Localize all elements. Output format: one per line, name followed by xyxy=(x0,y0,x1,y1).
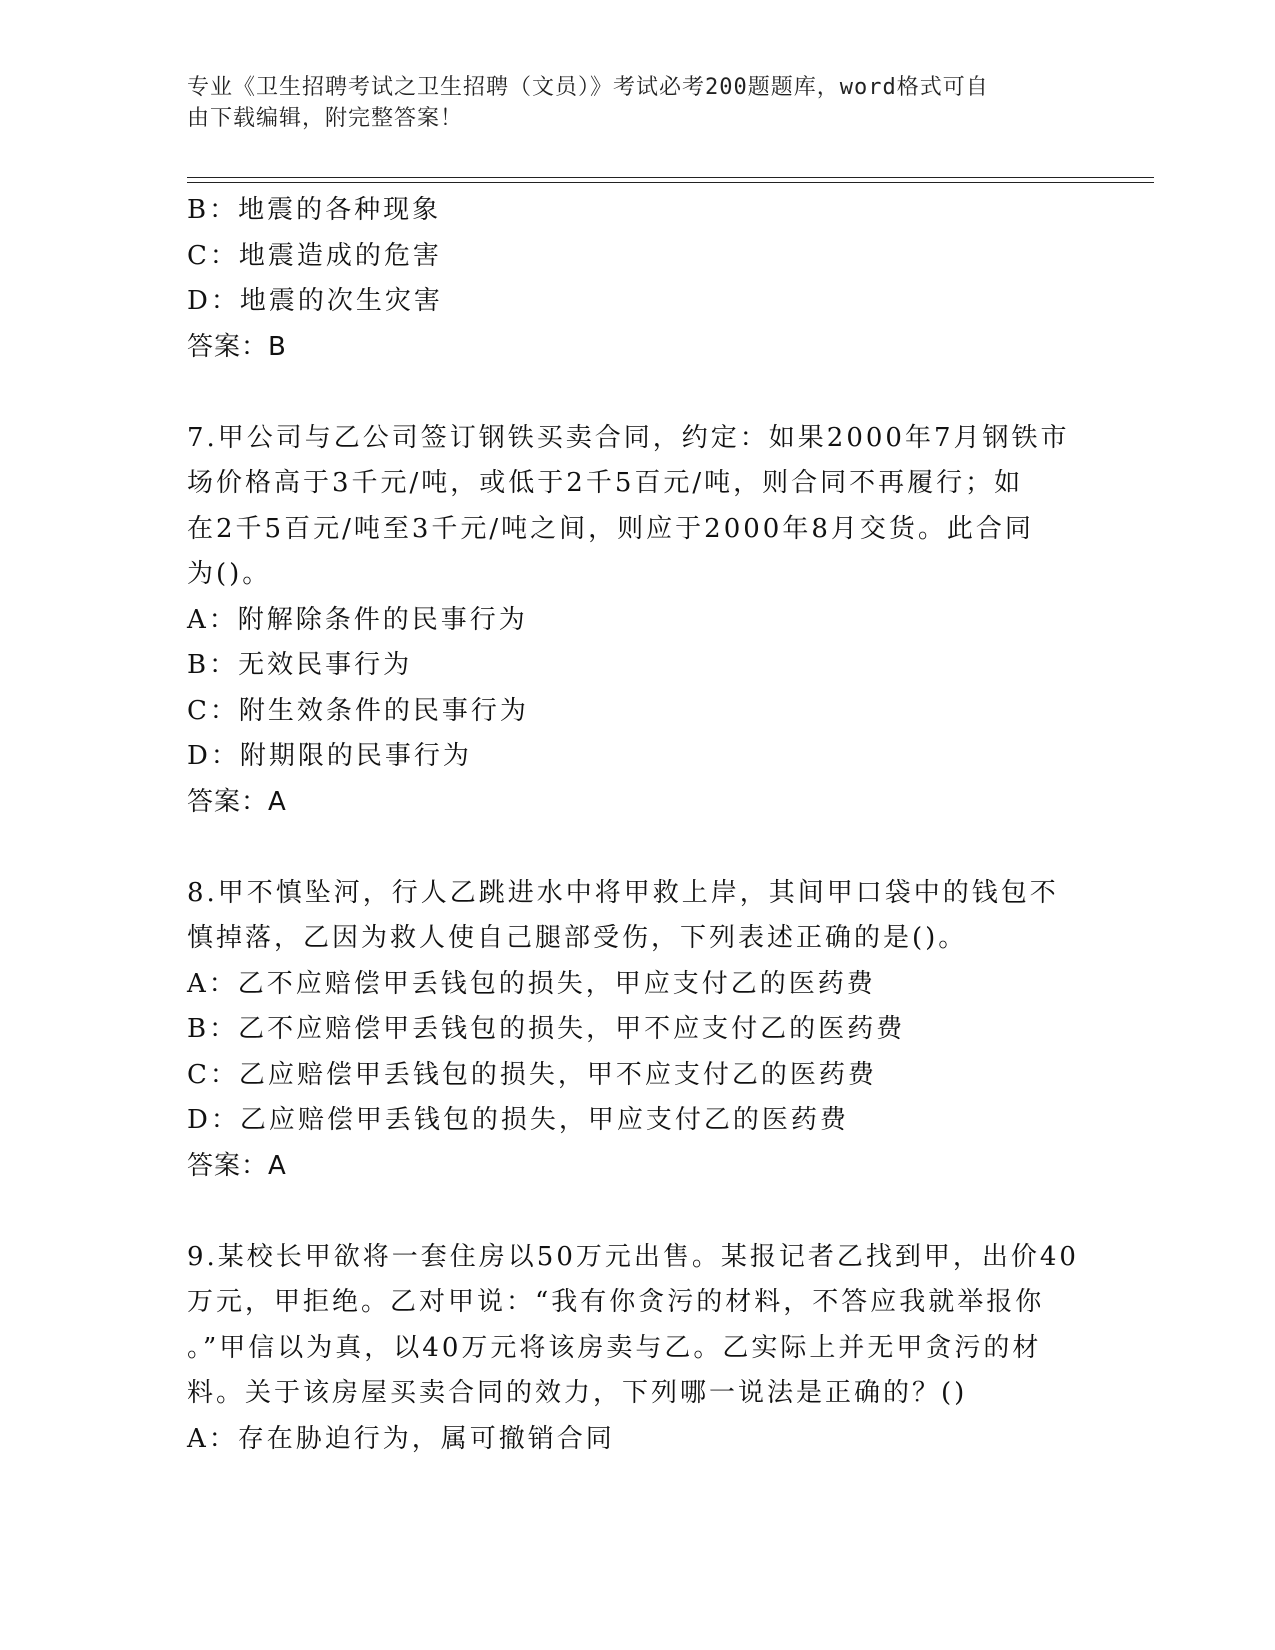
spacer xyxy=(187,370,1087,416)
question-text-line: 。”甲信以为真，以40万元将该房卖与乙。乙实际上并无甲贪污的材 xyxy=(187,1332,1042,1363)
option-line: A：乙不应赔偿甲丢钱包的损失，甲应支付乙的医药费 xyxy=(187,968,876,999)
question-text-line: 料。关于该房屋买卖合同的效力，下列哪一说法是正确的？() xyxy=(187,1378,968,1408)
option-line: D：乙应赔偿甲丢钱包的损失，甲应支付乙的医药费 xyxy=(187,1105,849,1135)
question-text-line: 9.某校长甲欲将一套住房以50万元出售。某报记者乙找到甲，出价40 xyxy=(187,1241,1079,1272)
option-line: B：地震的各种现象 xyxy=(187,195,442,225)
header-rule-bottom xyxy=(187,182,1154,183)
option-line: C：地震造成的危害 xyxy=(187,240,442,271)
question-text-line: 为()。 xyxy=(187,559,272,589)
question-text-line: 在2千5百元/吨至3千元/吨之间，则应于2000年8月交货。此合同 xyxy=(187,513,1034,544)
option-line: A：附解除条件的民事行为 xyxy=(187,604,528,635)
option-line: B：无效民事行为 xyxy=(187,650,413,680)
answer-line: 答案：A xyxy=(187,786,287,817)
option-line: D：附期限的民事行为 xyxy=(187,741,472,771)
option-line: D：地震的次生灾害 xyxy=(187,286,443,316)
header-rule-top xyxy=(187,177,1154,178)
option-line: A：存在胁迫行为，属可撤销合同 xyxy=(187,1423,615,1454)
question-text-line: 万元，甲拒绝。乙对甲说：“我有你贪污的材料，不答应我就举报你 xyxy=(187,1287,1045,1317)
question-content xyxy=(187,188,1087,1462)
question-block-7 xyxy=(187,416,1087,826)
question-block-8 xyxy=(187,871,1087,1190)
option-line: C：乙应赔偿甲丢钱包的损失，甲不应支付乙的医药费 xyxy=(187,1059,877,1090)
header-line-2: 由下载编辑，附完整答案！ xyxy=(187,106,464,131)
document-header xyxy=(187,72,1067,134)
question-block-9 xyxy=(187,1235,1087,1463)
question-text-line: 场价格高于3千元/吨，或低于2千5百元/吨，则合同不再履行；如 xyxy=(187,468,1024,498)
answer-line: 答案：B xyxy=(187,331,287,362)
question-text-line: 7.甲公司与乙公司签订钢铁买卖合同，约定：如果2000年7月钢铁市 xyxy=(187,422,1070,453)
spacer xyxy=(187,825,1087,871)
option-line: C：附生效条件的民事行为 xyxy=(187,695,529,726)
question-text-line: 8.甲不慎坠河，行人乙跳进水中将甲救上岸，其间甲口袋中的钱包不 xyxy=(187,877,1059,908)
option-line: B：乙不应赔偿甲丢钱包的损失，甲不应支付乙的医药费 xyxy=(187,1014,906,1044)
question-text-line: 慎掉落，乙因为救人使自己腿部受伤，下列表述正确的是()。 xyxy=(187,923,968,953)
answer-line: 答案：A xyxy=(187,1150,287,1181)
header-line-1: 专业《卫生招聘考试之卫生招聘（文员）》考试必考200题题库，word格式可自 xyxy=(187,75,989,100)
question-block-6 xyxy=(187,188,1087,370)
spacer xyxy=(187,1189,1087,1235)
